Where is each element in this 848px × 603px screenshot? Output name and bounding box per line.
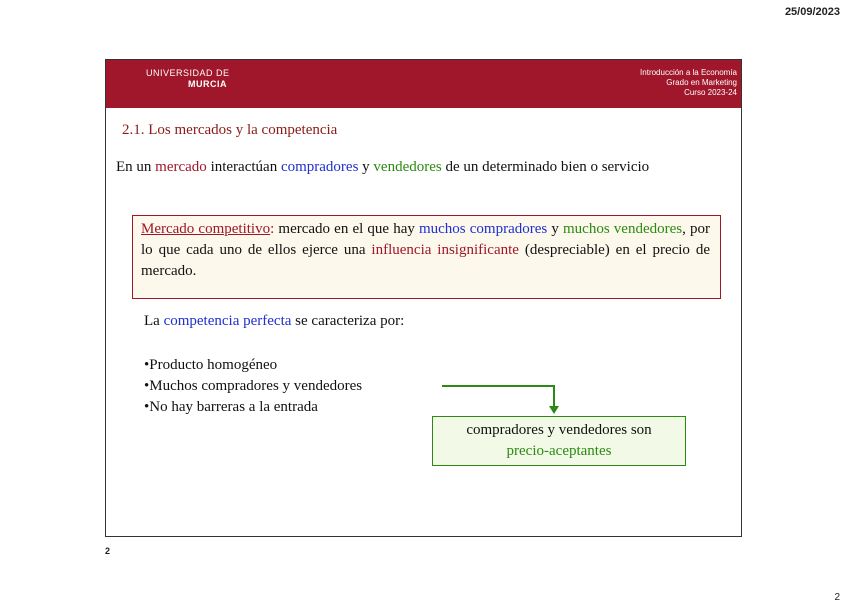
definition-colon: :: [270, 221, 275, 237]
cp-text-2: se caracteriza por:: [291, 313, 405, 329]
course-degree: Grado en Marketing: [666, 78, 737, 87]
definition-term: Mercado competitivo: [141, 221, 271, 237]
perfect-competition-line: [144, 313, 404, 330]
definition-word-muchos-compradores: muchos compradores: [418, 221, 548, 237]
slide-number: 2: [105, 546, 111, 556]
outer-page-number: 2: [834, 592, 840, 603]
arrow-connector-icon: [442, 384, 566, 416]
definition-text-1: mercado en el que hay: [274, 221, 419, 237]
result-line-2: precio-aceptantes: [506, 443, 612, 459]
feature-item: •Producto homogéneo: [144, 357, 278, 373]
course-title: Introducción a la Economía: [640, 68, 737, 77]
intro-text-2: interactúan: [206, 159, 281, 175]
definition-word-influencia: influencia insignificante: [371, 242, 519, 258]
course-info: [640, 68, 737, 98]
intro-word-compradores: compradores: [280, 159, 359, 175]
definition-text-2: y: [547, 221, 564, 237]
university-logo: [146, 68, 230, 90]
feature-item: •No hay barreras a la entrada: [144, 399, 318, 415]
intro-text-3: y: [358, 159, 374, 175]
result-line-1: compradores y vendedores son: [466, 422, 652, 438]
slide-header: [106, 60, 741, 108]
slide: [105, 59, 742, 537]
feature-item: •Muchos compradores y vendedores: [144, 378, 363, 394]
cp-word-competencia-perfecta: competencia perfecta: [163, 313, 292, 329]
intro-text-4: de un determinado bien o servicio: [441, 159, 650, 175]
cp-text-1: La: [144, 313, 164, 329]
intro-word-mercado: mercado: [155, 159, 207, 175]
document-date: 25/09/2023: [784, 6, 840, 18]
definition-text-4: (despreciable) en el precio de mercado.: [141, 242, 710, 279]
logo-line-1: UNIVERSIDAD DE: [146, 68, 230, 78]
features-list: [144, 355, 362, 418]
logo-line-2: MURCIA: [188, 79, 227, 89]
section-title: 2.1. Los mercados y la competencia: [122, 122, 338, 138]
intro-text-1: En un: [116, 159, 156, 175]
definition-text-3: , por lo que cada uno de ellos ejerce una: [141, 221, 711, 258]
definition-box: [132, 215, 721, 299]
definition-word-muchos-vendedores: muchos vendedores: [563, 221, 683, 237]
course-year: Curso 2023-24: [684, 88, 737, 97]
result-box: [432, 416, 686, 466]
intro-paragraph: [116, 157, 716, 178]
intro-word-vendedores: vendedores: [373, 159, 442, 175]
